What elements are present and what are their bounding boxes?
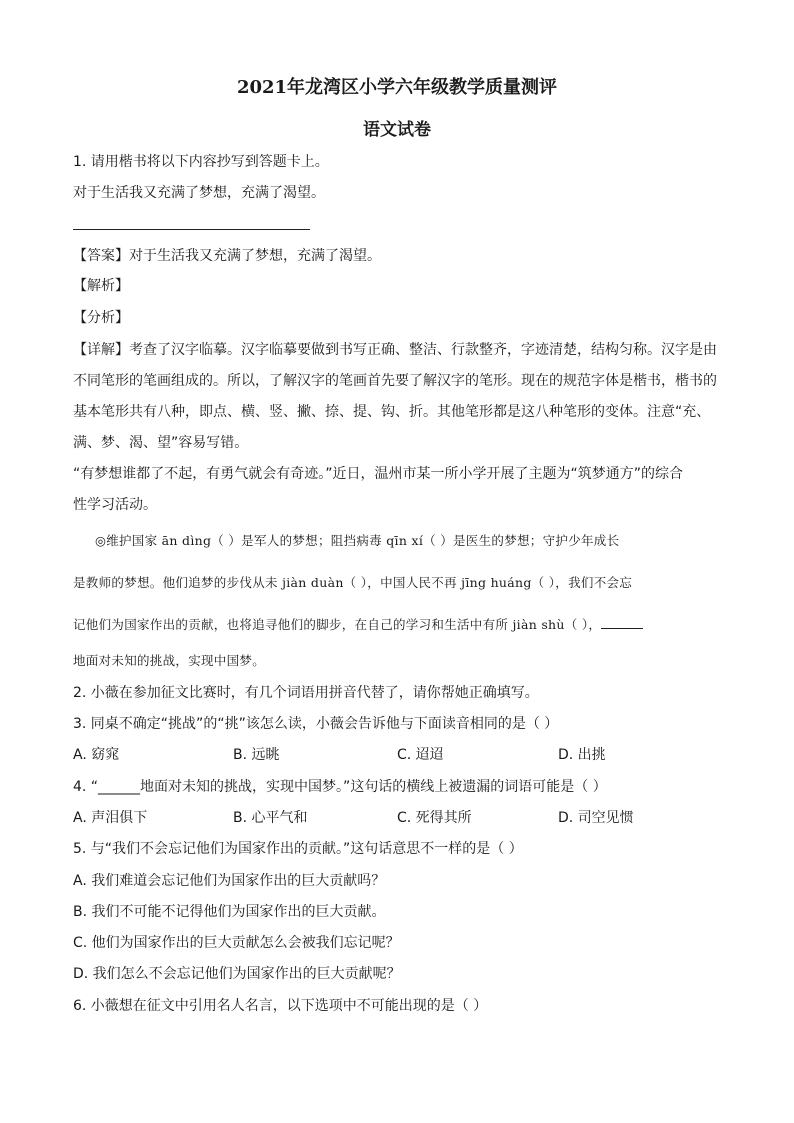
option-c: C. 他们为国家作出的巨大贡献怎么会被我们忘记呢？ bbox=[73, 935, 400, 951]
question-2-prompt: 2. 小薇在参加征文比赛时，有几个词语用拼音代替了，请你帮她正确填写。 bbox=[73, 685, 539, 701]
analysis-tag: 【解析】 bbox=[73, 278, 129, 294]
option-a: A. 窈窕 bbox=[73, 747, 120, 763]
intro-line: 性学习活动。 bbox=[73, 497, 157, 513]
answer-line bbox=[73, 229, 310, 230]
passage-blank bbox=[601, 616, 643, 629]
page-title: 2021年龙湾区小学六年级教学质量测评 bbox=[236, 77, 558, 98]
option-c: C. 死得其所 bbox=[397, 810, 472, 826]
fenxi-tag: 【分析】 bbox=[73, 310, 129, 326]
intro-line: “有梦想谁都了不起，有勇气就会有奇迹。”近日，温州市某一所小学开展了主题为“筑梦通方”的综合 bbox=[73, 466, 684, 482]
question-3-prompt: 3. 同桌不确定“挑战”的“挑”该怎么读，小薇会告诉他与下面读音相同的是（ ） bbox=[73, 716, 559, 732]
passage-line bbox=[73, 615, 643, 633]
passage-line: ◎维护国家 ān dìng（ ）是军人的梦想；阻挡病毒 qīn xí（ ）是医生的梦想；守护少年成长 bbox=[95, 533, 620, 548]
option-b: B. 心平气和 bbox=[233, 810, 308, 826]
detail-line: 基本笔形共有八种，即点、横、竖、撇、捺、提、钩、折。其他笔形都是这八种笔形的变体。注意“充、 bbox=[73, 404, 711, 420]
passage-line-text: 记他们为国家作出的贡献，也将追寻他们的脚步，在自己的学习和生活中有所 jiàn shù（ ）， bbox=[73, 617, 602, 632]
detail-line: 不同笔形的笔画组成的。所以，了解汉字的笔画首先要了解汉字的笔形。现在的规范字体是楷书，楷书的 bbox=[73, 373, 717, 389]
passage-line: 是教师的梦想。他们追梦的步伐从未 jiàn duàn（ ），中国人民不再 jīng huáng（ ），我们不会忘 bbox=[73, 575, 633, 590]
question-1-text: 对于生活我又充满了梦想，充满了渴望。 bbox=[73, 185, 325, 201]
page-subtitle: 语文试卷 bbox=[363, 120, 431, 140]
option-d: D. 我们怎么不会忘记他们为国家作出的巨大贡献呢？ bbox=[73, 966, 401, 982]
detail-line: 【详解】考查了汉字临摹。汉字临摹要做到书写正确、整洁、行款整齐，字迹清楚，结构匀称。汉字是由 bbox=[73, 342, 717, 358]
question-4-prompt: 4. “______地面对未知的挑战，实现中国梦。”这句话的横线上被遗漏的词语可能是（ ） bbox=[73, 779, 607, 795]
detail-line: 满、梦、渴、望”容易写错。 bbox=[73, 435, 249, 451]
option-d: D. 出挑 bbox=[558, 747, 606, 763]
question-6-prompt: 6. 小薇想在征文中引用名人名言，以下选项中不可能出现的是（ ） bbox=[73, 998, 488, 1014]
option-a: A. 声泪俱下 bbox=[73, 810, 148, 826]
option-a: A. 我们难道会忘记他们为国家作出的巨大贡献吗？ bbox=[73, 873, 386, 889]
passage-line: 地面对未知的挑战，实现中国梦。 bbox=[73, 653, 266, 668]
option-b: B. 远眺 bbox=[233, 747, 280, 763]
question-5-prompt: 5. 与“我们不会忘记他们为国家作出的贡献。”这句话意思不一样的是（ ） bbox=[73, 841, 523, 857]
answer-block: 【答案】对于生活我又充满了梦想，充满了渴望。 bbox=[73, 248, 381, 264]
option-c: C. 迢迢 bbox=[397, 747, 444, 763]
option-d: D. 司空见惯 bbox=[558, 810, 634, 826]
option-b: B. 我们不可能不记得他们为国家作出的巨大贡献。 bbox=[73, 904, 386, 920]
question-1-prompt: 1. 请用楷书将以下内容抄写到答题卡上。 bbox=[73, 154, 329, 170]
